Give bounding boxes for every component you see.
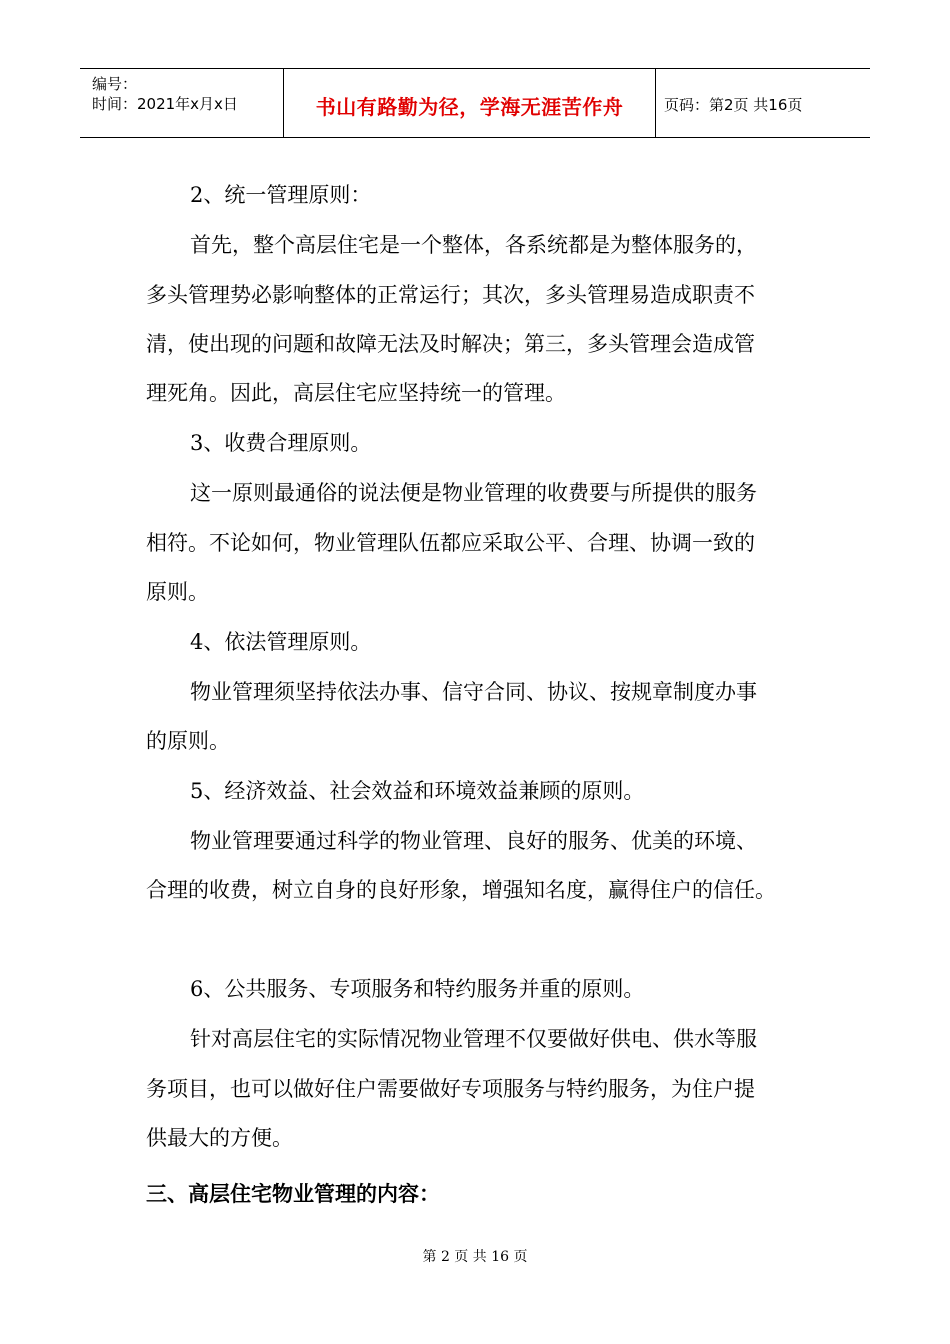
paragraph-line: 首先，整个高层住宅是一个整体，各系统都是为整体服务的， — [190, 233, 757, 257]
paragraph-line: 理死角。因此，高层住宅应坚持统一的管理。 — [146, 381, 566, 405]
principle-2-title: 2、统一管理原则： — [190, 183, 372, 207]
page-info: 页码：第2页 共16页 — [664, 96, 803, 114]
paragraph-line: 物业管理须坚持依法办事、信守合同、协议、按规章制度办事 — [190, 680, 757, 704]
paragraph-line: 供最大的方便。 — [146, 1126, 293, 1150]
header-motto-cell — [284, 69, 656, 137]
page-footer: 第 2 页 共 16 页 — [422, 1249, 528, 1265]
page-header — [80, 68, 870, 138]
section-heading: 三、高层住宅物业管理的内容： — [146, 1182, 440, 1206]
number-label: 编号： — [92, 75, 138, 93]
paragraph-line: 务项目，也可以做好住户需要做好专项服务与特约服务，为住户提 — [146, 1077, 755, 1101]
paragraph-line: 清，使出现的问题和故障无法及时解决；第三，多头管理会造成管 — [146, 332, 755, 356]
paragraph-line: 物业管理要通过科学的物业管理、良好的服务、优美的环境、 — [190, 829, 757, 853]
motto: 书山有路勤为径，学海无涯苦作舟 — [315, 95, 624, 119]
paragraph-line: 原则。 — [146, 580, 209, 604]
paragraph-line: 这一原则最通俗的说法便是物业管理的收费要与所提供的服务 — [190, 481, 757, 505]
paragraph-line: 针对高层住宅的实际情况物业管理不仅要做好供电、供水等服 — [190, 1027, 757, 1051]
paragraph-line: 多头管理势必影响整体的正常运行；其次，多头管理易造成职责不 — [146, 283, 755, 307]
header-meta — [80, 69, 284, 137]
principle-4-title: 4、依法管理原则。 — [190, 630, 372, 654]
principle-3-title: 3、收费合理原则。 — [190, 431, 372, 455]
principle-5-title: 5、经济效益、社会效益和环境效益兼顾的原则。 — [190, 779, 645, 803]
principle-6-title: 6、公共服务、专项服务和特约服务并重的原则。 — [190, 977, 645, 1001]
paragraph-line: 的原则。 — [146, 729, 230, 753]
date-line: 时间：2021年x月x日 — [92, 95, 238, 113]
paragraph-line: 合理的收费，树立自身的良好形象，增强知名度，赢得住户的信任。 — [146, 878, 776, 902]
paragraph-line: 相符。不论如何，物业管理队伍都应采取公平、合理、协调一致的 — [146, 531, 755, 555]
header-page-info — [656, 69, 870, 137]
